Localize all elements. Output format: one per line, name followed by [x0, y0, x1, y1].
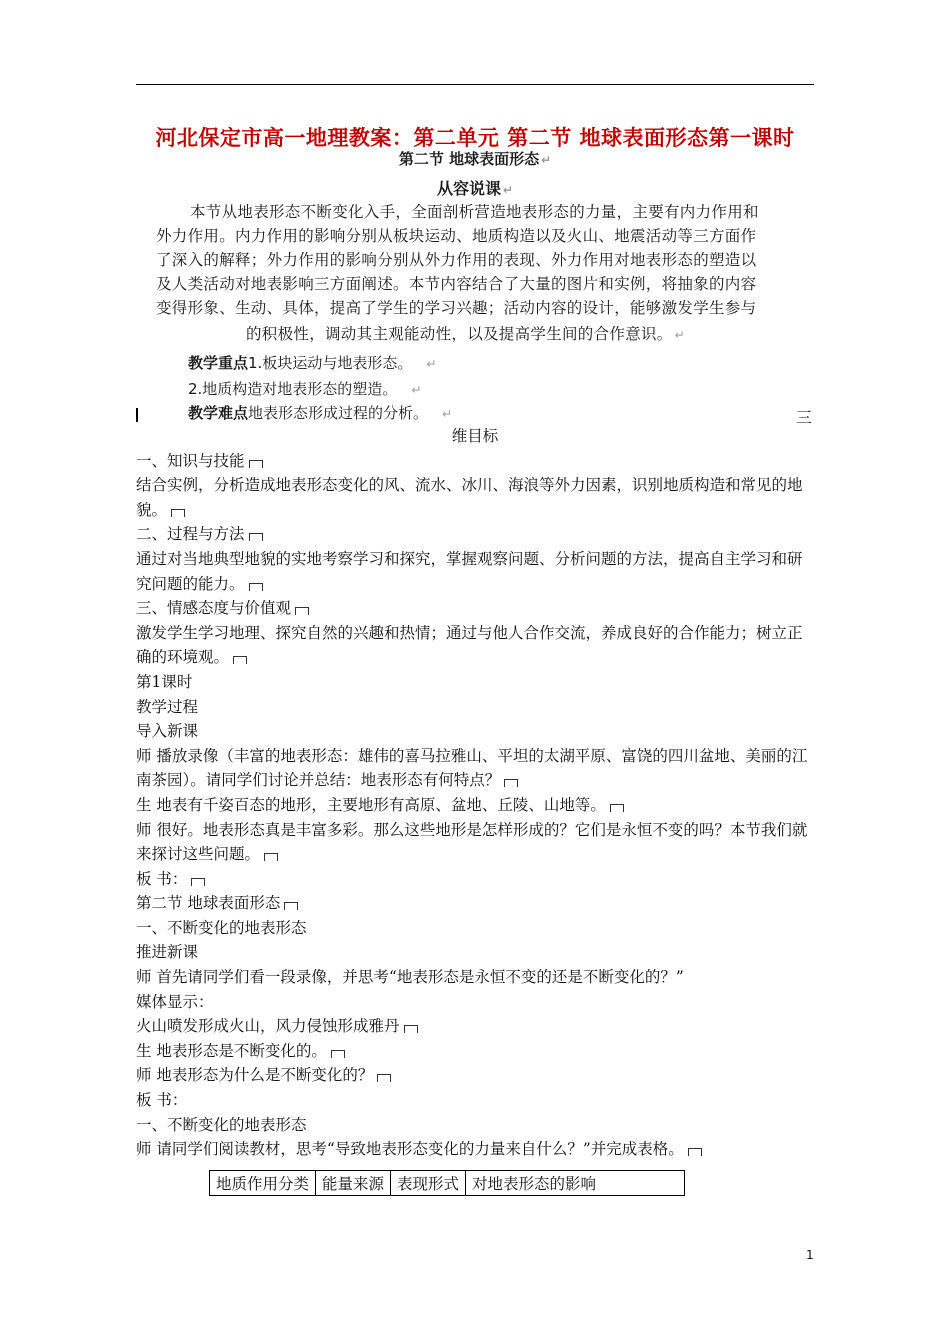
teacher-line: 师 地表形态为什么是不断变化的？ — [136, 1063, 814, 1088]
intro-label: 导入新课 — [136, 722, 199, 741]
document-title: 河北保定市高一地理教案：第二单元 第二节 地球表面形态第一课时 — [155, 125, 795, 150]
teacher-line: 师 首先请同学们看一段录像，并思考“地表形态是永恒不变的还是不断变化的？” — [136, 968, 684, 987]
student-line: 生 地表有千姿百态的地形，主要地形有高原、盆地、丘陵、山地等。 — [136, 793, 814, 818]
paragraph: 结合实例，分析造成地表形态变化的风、流水、冰川、海浪等外力因素，识别地质构造和常见的地貌。 — [136, 476, 803, 519]
table-header-cell: 表现形式 — [391, 1171, 466, 1196]
page-number: 1 — [806, 1248, 814, 1262]
key-point-2: 2.地质构造对地表形态的塑造。 ↵ — [188, 380, 422, 398]
student-line: 生 地表形态是不断变化的。 — [136, 1039, 814, 1064]
table-header-cell: 能量来源 — [316, 1171, 391, 1196]
key-point-1: 教学重点1.板块运动与地表形态。 ↵ — [188, 354, 437, 372]
board-item: 一、不断变化的地表形态 — [136, 1115, 307, 1134]
return-mark-icon — [233, 656, 247, 664]
section-heading: 一、知识与技能 — [136, 449, 814, 474]
subheading: 从容说课 ↵ — [436, 179, 514, 198]
return-mark-icon — [295, 607, 309, 615]
process-label: 教学过程 — [136, 697, 199, 716]
geologic-action-table — [209, 1170, 685, 1196]
paragraph: 通过对当地典型地貌的实地考察学习和探究，掌握观察问题、分析问题的方法，提高自主学习和研究问题的能力。 — [136, 549, 803, 593]
goals-heading: 维目标 — [451, 427, 499, 445]
return-mark-icon — [191, 878, 205, 886]
return-mark-icon — [249, 583, 263, 591]
return-mark-icon — [688, 1148, 702, 1156]
lesson-label: 第1课时 — [136, 672, 193, 691]
return-mark-icon — [171, 509, 185, 517]
return-mark-icon — [377, 1074, 391, 1082]
table-header-cell: 对地表形态的影响 — [466, 1171, 685, 1196]
intro-line: 了深入的解释；外力作用的影响分别从外力作用的表现、外力作用对地表形态的塑造以 — [156, 251, 757, 269]
return-mark-icon — [504, 779, 518, 787]
teacher-line: 师 播放录像（丰富的地表形态：雄伟的喜马拉雅山、平坦的太湖平原、富饶的四川盆地、美丽的江南茶园）。请同学们讨论并总结：地表形态有何特点？ — [136, 746, 808, 790]
table-header-cell: 地质作用分类 — [210, 1171, 316, 1196]
table-header-row — [210, 1171, 685, 1196]
lesson-body — [136, 424, 814, 1162]
return-mark-icon — [284, 902, 298, 910]
return-mark-icon — [249, 533, 263, 541]
paragraph: 激发学生学习地理、探究自然的兴趣和热情；通过与他人合作交流，养成良好的合作能力；树立正确的环境观。 — [136, 623, 803, 667]
teacher-line: 师 很好。地表形态真是丰富多彩。那么这些地形是怎样形成的？它们是永恒不变的吗？本节我们就来探讨这些问题。 — [136, 820, 808, 864]
return-mark-icon — [610, 804, 624, 812]
return-mark-icon — [331, 1050, 345, 1058]
teacher-line: 师 请同学们阅读教材，思考“导致地表形态变化的力量来自什么？”并完成表格。 — [136, 1137, 814, 1162]
margin-bar — [136, 408, 138, 422]
scanned-excerpt — [136, 148, 814, 428]
media-text: 火山喷发形成火山，风力侵蚀形成雅丹 — [136, 1014, 814, 1039]
difficulty: 教学难点地表形态形成过程的分析。 ↵ — [188, 404, 453, 422]
board-section: 第二节 地球表面形态 — [136, 891, 814, 916]
advance-label: 推进新课 — [136, 943, 199, 962]
board-label: 板 书： — [136, 1091, 188, 1110]
return-mark-icon — [264, 853, 278, 861]
media-label: 媒体显示： — [136, 992, 214, 1011]
return-mark-icon — [404, 1025, 418, 1033]
section-heading: 第二节 地球表面形态 ↵ — [398, 150, 552, 168]
return-mark-icon — [249, 460, 263, 468]
header-rule — [136, 84, 814, 85]
intro-line: 的积极性，调动其主观能动性，以及提高学生间的合作意识。 ↵ — [246, 325, 685, 343]
three-char: 三 — [796, 408, 813, 427]
board-item: 一、不断变化的地表形态 — [136, 918, 307, 937]
intro-line: 本节从地表形态不断变化入手，全面剖析营造地表形态的力量，主要有内力作用和 — [190, 203, 759, 221]
intro-line: 变得形象、生动、具体，提高了学生的学习兴趣；活动内容的设计，能够激发学生参与 — [156, 299, 757, 317]
section-heading: 三、情感态度与价值观 — [136, 596, 814, 621]
section-heading: 二、过程与方法 — [136, 522, 814, 547]
intro-line: 外力作用。内力作用的影响分别从板块运动、地质构造以及火山、地震活动等三方面作 — [156, 227, 757, 245]
board-label: 板 书： — [136, 867, 814, 892]
intro-line: 及人类活动对地表影响三方面阐述。本节内容结合了大量的图片和实例，将抽象的内容 — [156, 275, 757, 293]
